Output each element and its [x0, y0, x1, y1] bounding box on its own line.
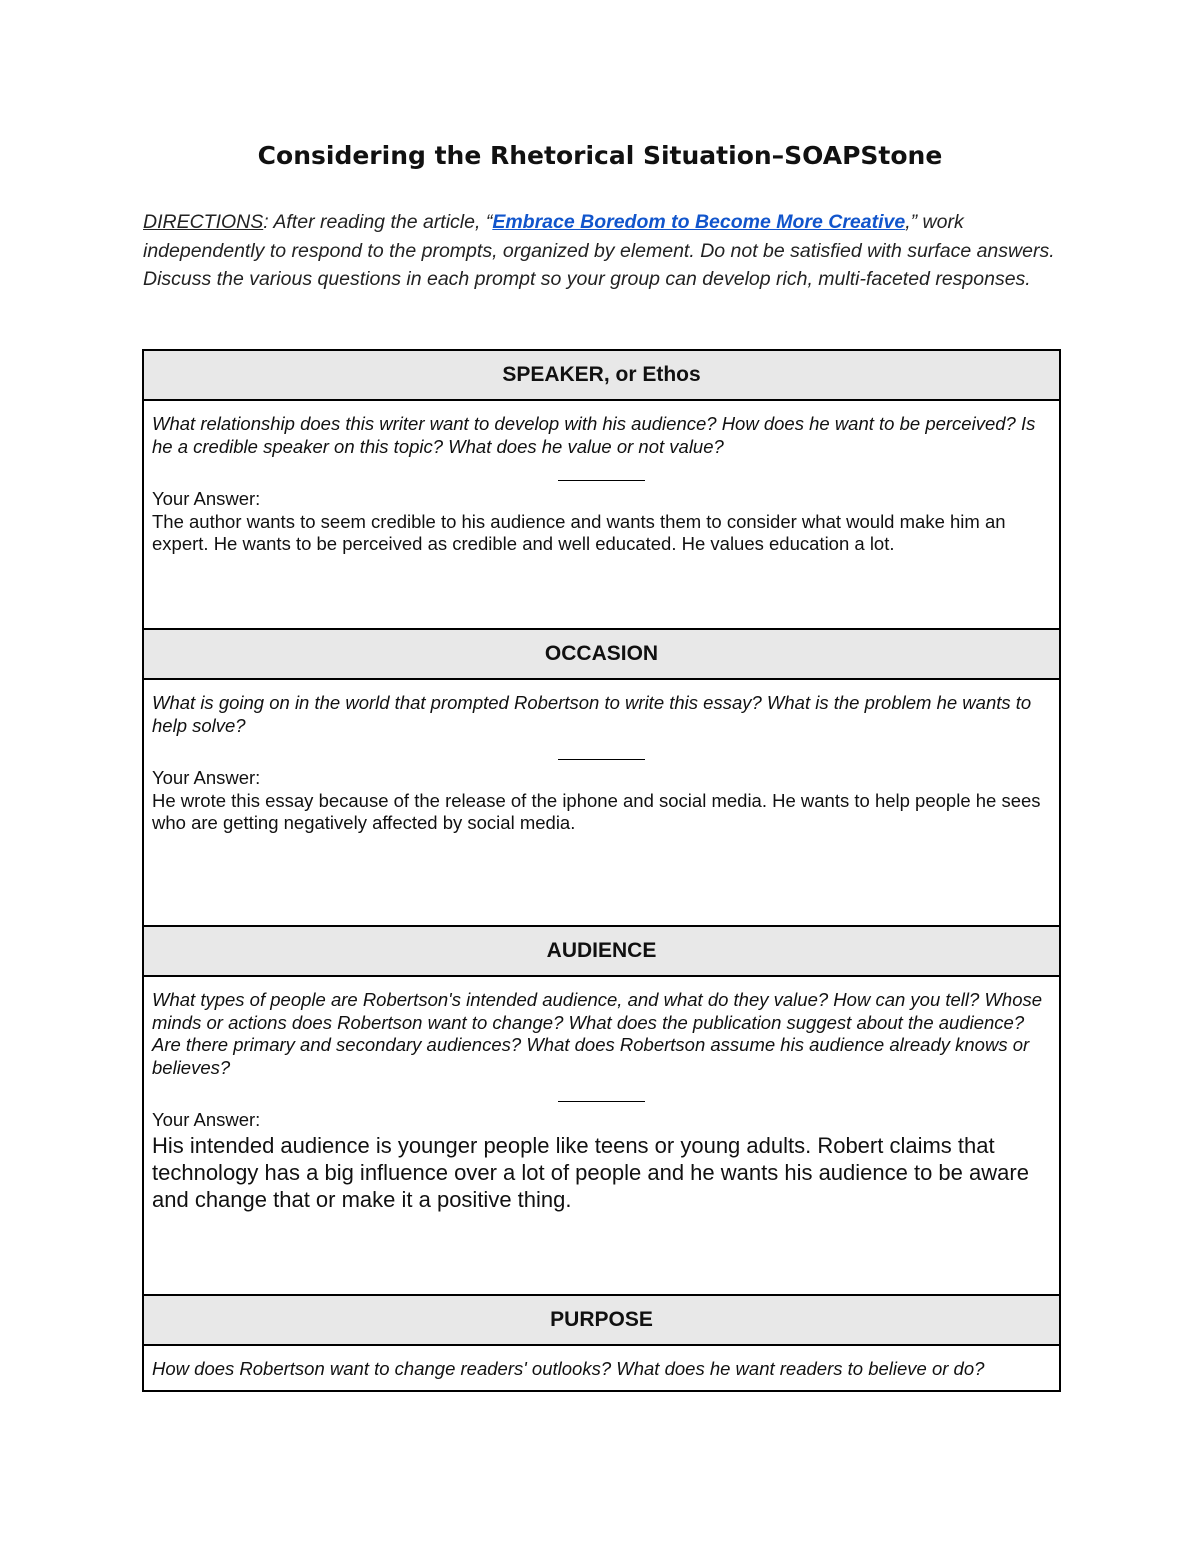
occasion-answer[interactable]: He wrote this essay because of the release of the iphone and social media. He wants to help people he sees who are getting negatively affected by social media.	[152, 789, 1041, 833]
speaker-question: What relationship does this writer want to develop with his audience? How does he want to be perceived? Is he a credible speaker on this topic? What does he value or not value?	[152, 413, 1036, 457]
section-cell-occasion	[144, 680, 1059, 927]
section-header-audience: AUDIENCE	[144, 927, 1059, 977]
directions-text-before: : After reading the article, “	[263, 211, 493, 233]
audience-answer-label: Your Answer:	[152, 1109, 261, 1130]
purpose-question: How does Robertson want to change readers' outlooks? What does he want readers to believe or do?	[152, 1358, 985, 1379]
separator-line	[558, 1101, 645, 1102]
section-header-speaker: SPEAKER, or Ethos	[144, 351, 1059, 401]
directions-text-after: ,” work independently to respond to the prompts, organized by element. Do not be satisfied with surface answers. Discuss the various questions in each prompt so your group can develop rich, multi-faceted responses.	[143, 211, 1055, 290]
speaker-answer-label: Your Answer:	[152, 488, 261, 509]
section-cell-audience	[144, 977, 1059, 1296]
directions-label: DIRECTIONS	[143, 211, 264, 233]
page-title: Considering the Rhetorical Situation–SOAPStone	[257, 141, 943, 170]
occasion-question: What is going on in the world that prompted Robertson to write this essay? What is the problem he wants to help solve?	[152, 692, 1032, 736]
separator-line	[558, 480, 645, 481]
section-cell-purpose	[144, 1346, 1059, 1390]
section-cell-speaker	[144, 401, 1059, 630]
directions	[143, 208, 1068, 294]
section-header-purpose: PURPOSE	[144, 1296, 1059, 1346]
section-header-occasion: OCCASION	[144, 630, 1059, 680]
audience-question: What types of people are Robertson's intended audience, and what do they value? How can you tell? Whose minds or actions does Robertson want to change? What does the publication suggest about the audience? Are there primary and secondary audiences? What does Robertson assume his audience already knows or believes?	[152, 989, 1043, 1078]
audience-answer[interactable]: His intended audience is younger people like teens or young adults. Robert claims that technology has a big influence over a lot of people and he wants his audience to be aware and change that or make it a positive thing.	[152, 1132, 1029, 1212]
article-link[interactable]: Embrace Boredom to Become More Creative	[492, 211, 906, 233]
soapstone-table	[142, 349, 1061, 1392]
speaker-answer[interactable]: The author wants to seem credible to his audience and wants them to consider what would make him an expert. He wants to be perceived as credible and well educated. He values education a lot.	[152, 510, 1006, 554]
separator-line	[558, 759, 645, 760]
occasion-answer-label: Your Answer:	[152, 767, 261, 788]
